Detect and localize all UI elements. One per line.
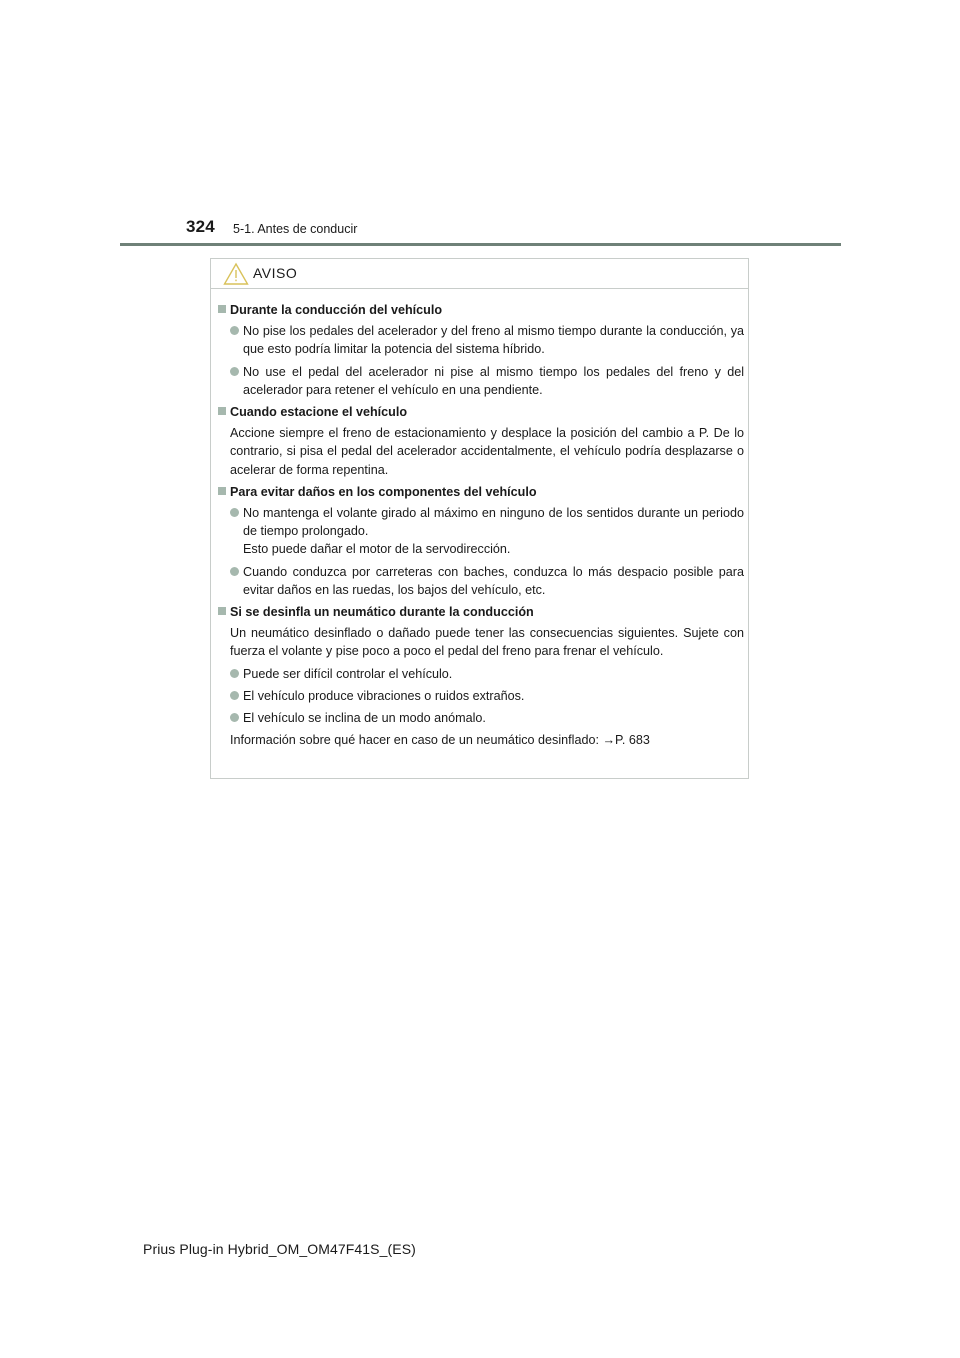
section-heading-text: Durante la conducción del vehículo [230,303,443,317]
warning-triangle-icon [223,262,249,286]
dot-bullet-icon [230,691,239,700]
dot-bullet-icon [230,367,239,376]
warning-header [211,259,748,289]
warning-body [218,301,744,753]
header-rule [120,243,841,246]
paragraph: Un neumático desinflado o dañado puede tener las consecuencias siguientes. Sujete con fuerza el volante y pise poco a poco el pedal del freno para frenar el vehículo. [230,626,744,659]
page-number: 324 [186,217,215,236]
dot-bullet-icon [230,326,239,335]
list-item [218,363,744,399]
list-item-text: No use el pedal del acelerador ni pise al mismo tiempo los pedales del freno y del acelerador para retener el vehículo en una pendiente. [243,364,744,397]
paragraph: Accione siempre el freno de estacionamiento y desplace la posición del cambio a P. De lo contrario, si pisa el pedal del acelerador accidentalmente, el vehículo podría desplazarse o acelerar de forma repentina. [230,426,744,477]
list-item-text: No mantenga el volante girado al máximo en ninguno de los sentidos durante un periodo de tiempo prolongado. [243,506,744,539]
section-heading [218,301,744,319]
list-item-text: No pise los pedales del acelerador y del freno al mismo tiempo durante la conducción, ya que esto podría limitar la potencia del sistema híbrido. [243,324,744,357]
list-item [218,563,744,599]
document-id: Prius Plug-in Hybrid_OM_OM47F41S_(ES) [143,1241,416,1257]
list-item [218,504,744,559]
section-heading [218,403,744,421]
square-bullet-icon [218,305,226,313]
list-item [218,665,744,683]
dot-bullet-icon [230,567,239,576]
page-reference: Información sobre qué hacer en caso de un neumático desinflado: →P. 683 [230,733,650,748]
list-item-text: Cuando conduzca por carreteras con baches, conduzca lo más despacio posible para evitar daños en las ruedas, los bajos del vehículo, etc. [243,564,744,597]
dot-bullet-icon [230,669,239,678]
section-heading-text: Si se desinfla un neumático durante la conducción [230,605,534,620]
warning-section [218,483,744,599]
warning-section [218,301,744,399]
square-bullet-icon [218,607,226,615]
dot-bullet-icon [230,713,239,722]
dot-bullet-icon [230,508,239,517]
section-heading [218,483,744,501]
list-item [218,709,744,727]
list-item-text: El vehículo se inclina de un modo anómalo. [243,711,486,726]
warning-title: AVISO [253,265,298,281]
warning-box [210,258,749,779]
list-item-text: El vehículo produce vibraciones o ruidos extraños. [243,688,525,703]
square-bullet-icon [218,487,226,495]
section-heading-text: Para evitar daños en los componentes del vehículo [230,484,537,499]
warning-section [218,403,744,479]
section-heading [218,603,744,621]
list-item-extra: Esto puede dañar el motor de la servodirección. [243,542,511,557]
square-bullet-icon [218,407,226,415]
warning-section [218,603,744,749]
list-item [218,687,744,705]
section-heading-text: Cuando estacione el vehículo [230,405,408,420]
list-item-text: Puede ser difícil controlar el vehículo. [243,666,453,681]
list-item [218,322,744,358]
section-label: 5-1. Antes de conducir [233,222,358,236]
